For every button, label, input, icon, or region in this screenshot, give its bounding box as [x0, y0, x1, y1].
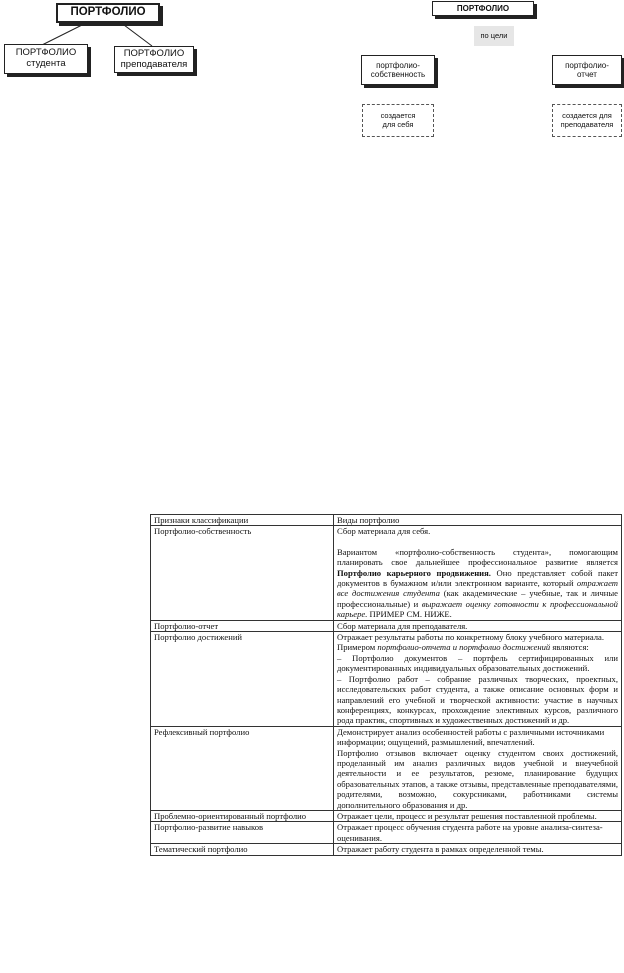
row-description-cell: Сбор материала для преподавателя.: [334, 620, 622, 631]
row-name-cell: Портфолио-собственность: [151, 526, 334, 620]
row-name-cell: Проблемно-ориентированный портфолио: [151, 810, 334, 821]
description-paragraph: Сбор материала для себя.: [337, 526, 431, 537]
teacher-portfolio-line2: преподавателя: [120, 58, 188, 70]
left-root-label: ПОРТФОЛИО: [70, 6, 146, 19]
row-name-cell: Портфолио достижений: [151, 632, 334, 727]
header-cell-criteria: Признаки классификации: [151, 515, 334, 526]
text-run: Оно представляет собой пакет документов в бумажном и/или электронном варианте, который: [337, 567, 618, 589]
row-description-cell: Отражает процесс обучения студента работе на уровне анализа-синтеза-оценивания.: [334, 822, 622, 844]
own-portfolio-line1: портфолио-: [376, 60, 420, 70]
own-note-line2: для себя: [382, 119, 414, 129]
own-portfolio-node: [361, 55, 435, 85]
report-portfolio-line1: портфолио-: [565, 60, 609, 70]
text-run: (как академические – учебные, так и личные профессиональные) и: [337, 588, 618, 609]
teacher-portfolio-line1: ПОРТФОЛИО: [123, 47, 185, 59]
right-root-node: [432, 1, 534, 16]
row-name-cell: Тематический портфолио: [151, 844, 334, 855]
italic-phrase: выражает оценку готовности к профессиональной карьере.: [337, 598, 618, 620]
header-cell-types: Виды портфолио: [334, 515, 622, 526]
table-row: [151, 726, 622, 810]
row-description-cell: Отражает работу студента в рамках определенной темы.: [334, 844, 622, 855]
row-name-cell: Рефлексивный портфолио: [151, 726, 334, 810]
description-paragraph: Портфолио отзывов включает оценку студентом своих достижений, проделанный им анализ различных видов учебной и внеучебной деятельности и ее результатов, резюме, планирование будущих образовательных этапов, а также отзывы, представленные преподавателями, родителями, возможно, сокурсниками, работниками системы дополнительного образования и др.: [337, 747, 618, 810]
italic-phrase: отражает все достижения студента: [337, 578, 618, 599]
description-paragraph: Демонстрирует анализ особенностей работы с различными источниками информации; ощущений, размышлений, впечатлений.: [337, 726, 605, 748]
text-run: ПРИМЕР СМ. НИЖЕ.: [367, 609, 452, 620]
description-paragraph: [337, 642, 618, 652]
text-run: Примером: [337, 642, 378, 653]
row-description-cell: [334, 526, 622, 620]
teacher-portfolio-node: [114, 46, 194, 73]
criterion-label: по цели: [480, 30, 508, 40]
report-portfolio-note: [552, 104, 622, 137]
text-run: являются:: [550, 642, 589, 653]
criterion-label-box: [474, 26, 514, 46]
table-row: [151, 822, 622, 844]
report-portfolio-line2: отчет: [577, 70, 597, 79]
report-note-line1: создается для: [562, 110, 612, 120]
text-run: Вариантом «портфолио-собственность студента», помогающим планировать свое дальнейшее профессиональное развитие является: [337, 546, 618, 568]
student-portfolio-node: [4, 44, 88, 74]
row-description-cell: [334, 726, 622, 810]
student-portfolio-line1: ПОРТФОЛИО: [15, 47, 77, 59]
row-name-cell: Портфолио-развитие навыков: [151, 822, 334, 844]
table-row: [151, 810, 622, 821]
table-row: [151, 632, 622, 727]
italic-phrase: портфолио-отчета и портфолио достижений: [377, 642, 551, 653]
table-row: [151, 844, 622, 855]
description-paragraph: – Портфолио документов – портфель сертифицированных или документированных индивидуальных образовательных достижений.: [337, 652, 618, 674]
left-diagram-connectors: [0, 0, 624, 200]
report-note-line2: преподавателя: [560, 119, 614, 129]
description-paragraph: – Портфолио работ – собрание различных творческих, проектных, исследовательских работ студента, а также описание основных форм и направлений его учебной и творческой активности: участие в научных конференциях, конкурсах, прохождение элективных курсов, различного рода практик, спортивных и художественных достижений и др.: [337, 673, 618, 726]
own-note-line1: создается: [380, 110, 416, 120]
table-row: [151, 620, 622, 631]
table-row: [151, 526, 622, 620]
bold-term: Портфолио карьерного продвижения.: [337, 567, 491, 578]
classification-table: [150, 514, 622, 856]
description-paragraph: [337, 547, 618, 620]
right-root-label: ПОРТФОЛИО: [456, 3, 510, 13]
report-portfolio-node: [552, 55, 622, 85]
row-description-cell: [334, 632, 622, 727]
description-paragraph: Отражает результаты работы по конкретному блоку учебного материала.: [337, 632, 604, 643]
row-name-cell: Портфолио-отчет: [151, 620, 334, 631]
table-header-row: [151, 515, 622, 526]
own-portfolio-note: [362, 104, 434, 137]
student-portfolio-line2: студента: [26, 58, 66, 69]
left-root-node: [56, 3, 160, 23]
own-portfolio-line2: собственность: [370, 70, 426, 79]
row-description-cell: Отражает цели, процесс и результат решения поставленной проблемы.: [334, 810, 622, 821]
